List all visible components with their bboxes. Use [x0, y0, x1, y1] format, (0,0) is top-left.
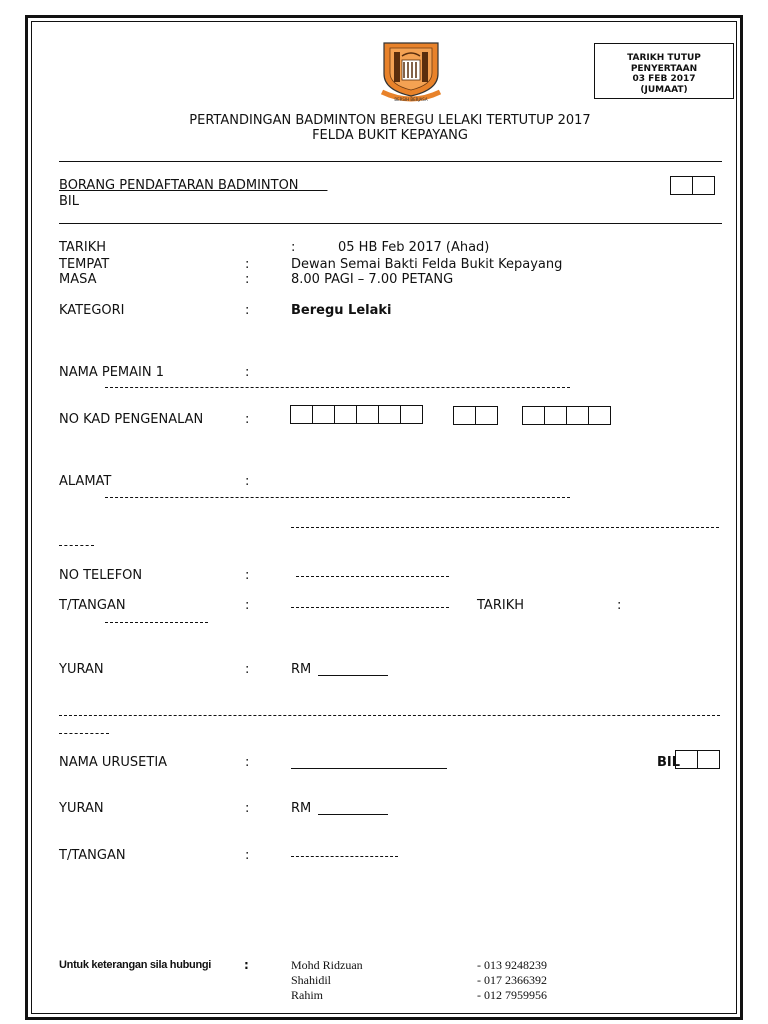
alamat-line2[interactable]	[291, 527, 719, 528]
cut-line-tail	[59, 733, 109, 734]
nama-pemain-field[interactable]	[105, 387, 570, 388]
yuran-rm: RM	[291, 662, 312, 677]
contact-name-1: Mohd Ridzuan	[291, 958, 363, 972]
ic-label: NO KAD PENGENALAN	[59, 412, 204, 427]
tarikh-label: TARIKH	[59, 240, 106, 255]
ic-boxes-part2[interactable]	[454, 406, 498, 425]
tarikh-sep: :	[291, 240, 296, 255]
yuran-sep: :	[245, 662, 250, 677]
alamat-label: ALAMAT	[59, 474, 112, 489]
cut-line	[59, 715, 720, 716]
yuran2-field[interactable]	[318, 814, 388, 815]
bil2-number-boxes[interactable]	[676, 750, 720, 769]
telefon-sep: :	[245, 568, 250, 583]
bil-number-boxes[interactable]	[671, 176, 715, 195]
ttangan-label: T/TANGAN	[59, 598, 126, 613]
page-subtitle: FELDA BUKIT KEPAYANG	[312, 128, 468, 143]
kategori-sep: :	[245, 303, 250, 318]
tarikh-value: 05 HB Feb 2017 (Ahad)	[338, 240, 490, 255]
bil2-label: BIL	[657, 755, 681, 770]
deadline-date: 03 FEB 2017	[632, 74, 696, 84]
tempat-value: Dewan Semai Bakti Felda Bukit Kepayang	[291, 257, 563, 272]
contact-phone-2: - 017 2366392	[477, 973, 547, 987]
inner-border	[31, 21, 737, 1014]
form-heading: BORANG PENDAFTARAN BADMINTON	[59, 178, 299, 193]
kategori-value: Beregu Lelaki	[291, 303, 392, 318]
telefon-label: NO TELEFON	[59, 568, 143, 583]
tarikh2-sep: :	[617, 598, 622, 613]
yuran-field[interactable]	[318, 675, 388, 676]
deadline-line2: PENYERTAAN	[630, 63, 698, 74]
ic-boxes-part3[interactable]	[523, 406, 611, 425]
contact-name-2: Shahidil	[291, 973, 332, 987]
deadline-line1: TARIKH TUTUP	[627, 53, 701, 63]
ic-sep: :	[245, 412, 250, 427]
masa-label: MASA	[59, 272, 97, 287]
bil-label: BIL	[59, 194, 79, 209]
yuran2-rm: RM	[291, 801, 312, 816]
telefon-field[interactable]	[296, 576, 449, 577]
alamat-line1[interactable]	[105, 497, 570, 498]
deadline-day: (JUMAAT)	[640, 84, 688, 95]
contact-phone-3: - 012 7959956	[477, 988, 547, 1002]
masa-sep: :	[245, 272, 250, 287]
urusetia-label: NAMA URUSETIA	[59, 755, 168, 770]
yuran2-sep: :	[245, 801, 250, 816]
kategori-label: KATEGORI	[59, 303, 125, 318]
page-title: PERTANDINGAN BADMINTON BEREGU LELAKI TERTUTUP 2017	[189, 113, 591, 128]
alamat-sep: :	[245, 474, 250, 489]
contact-name-3: Rahim	[291, 988, 323, 1002]
felda-logo-icon	[380, 40, 442, 104]
contact-phone-1: - 013 9248239	[477, 958, 547, 972]
urusetia-sep: :	[245, 755, 250, 770]
contact-label: Untuk keterangan sila hubungi	[59, 959, 212, 971]
tempat-label: TEMPAT	[59, 257, 110, 272]
ttangan2-sep: :	[245, 848, 250, 863]
yuran2-label: YURAN	[59, 801, 104, 816]
ttangan-field[interactable]	[291, 607, 449, 608]
ttangan-sep: :	[245, 598, 250, 613]
ttangan2-label: T/TANGAN	[59, 848, 126, 863]
alamat-line2-tail	[59, 545, 94, 546]
tempat-sep: :	[245, 257, 250, 272]
nama-pemain-label: NAMA PEMAIN 1	[59, 365, 164, 380]
divider-second	[59, 223, 722, 224]
divider-top	[59, 161, 722, 162]
contact-sep: :	[244, 958, 249, 972]
deadline-box	[594, 43, 734, 99]
ic-boxes-part1[interactable]	[291, 405, 423, 424]
yuran-label: YURAN	[59, 662, 104, 677]
svg-text:BERSIH BERJASA: BERSIH BERJASA	[394, 97, 428, 102]
masa-value: 8.00 PAGI – 7.00 PETANG	[291, 272, 454, 287]
urusetia-field[interactable]	[291, 768, 447, 769]
nama-pemain-sep: :	[245, 365, 250, 380]
ttangan2-field[interactable]	[291, 856, 398, 857]
tarikh2-label: TARIKH	[477, 598, 524, 613]
tarikh2-field[interactable]	[105, 622, 208, 623]
